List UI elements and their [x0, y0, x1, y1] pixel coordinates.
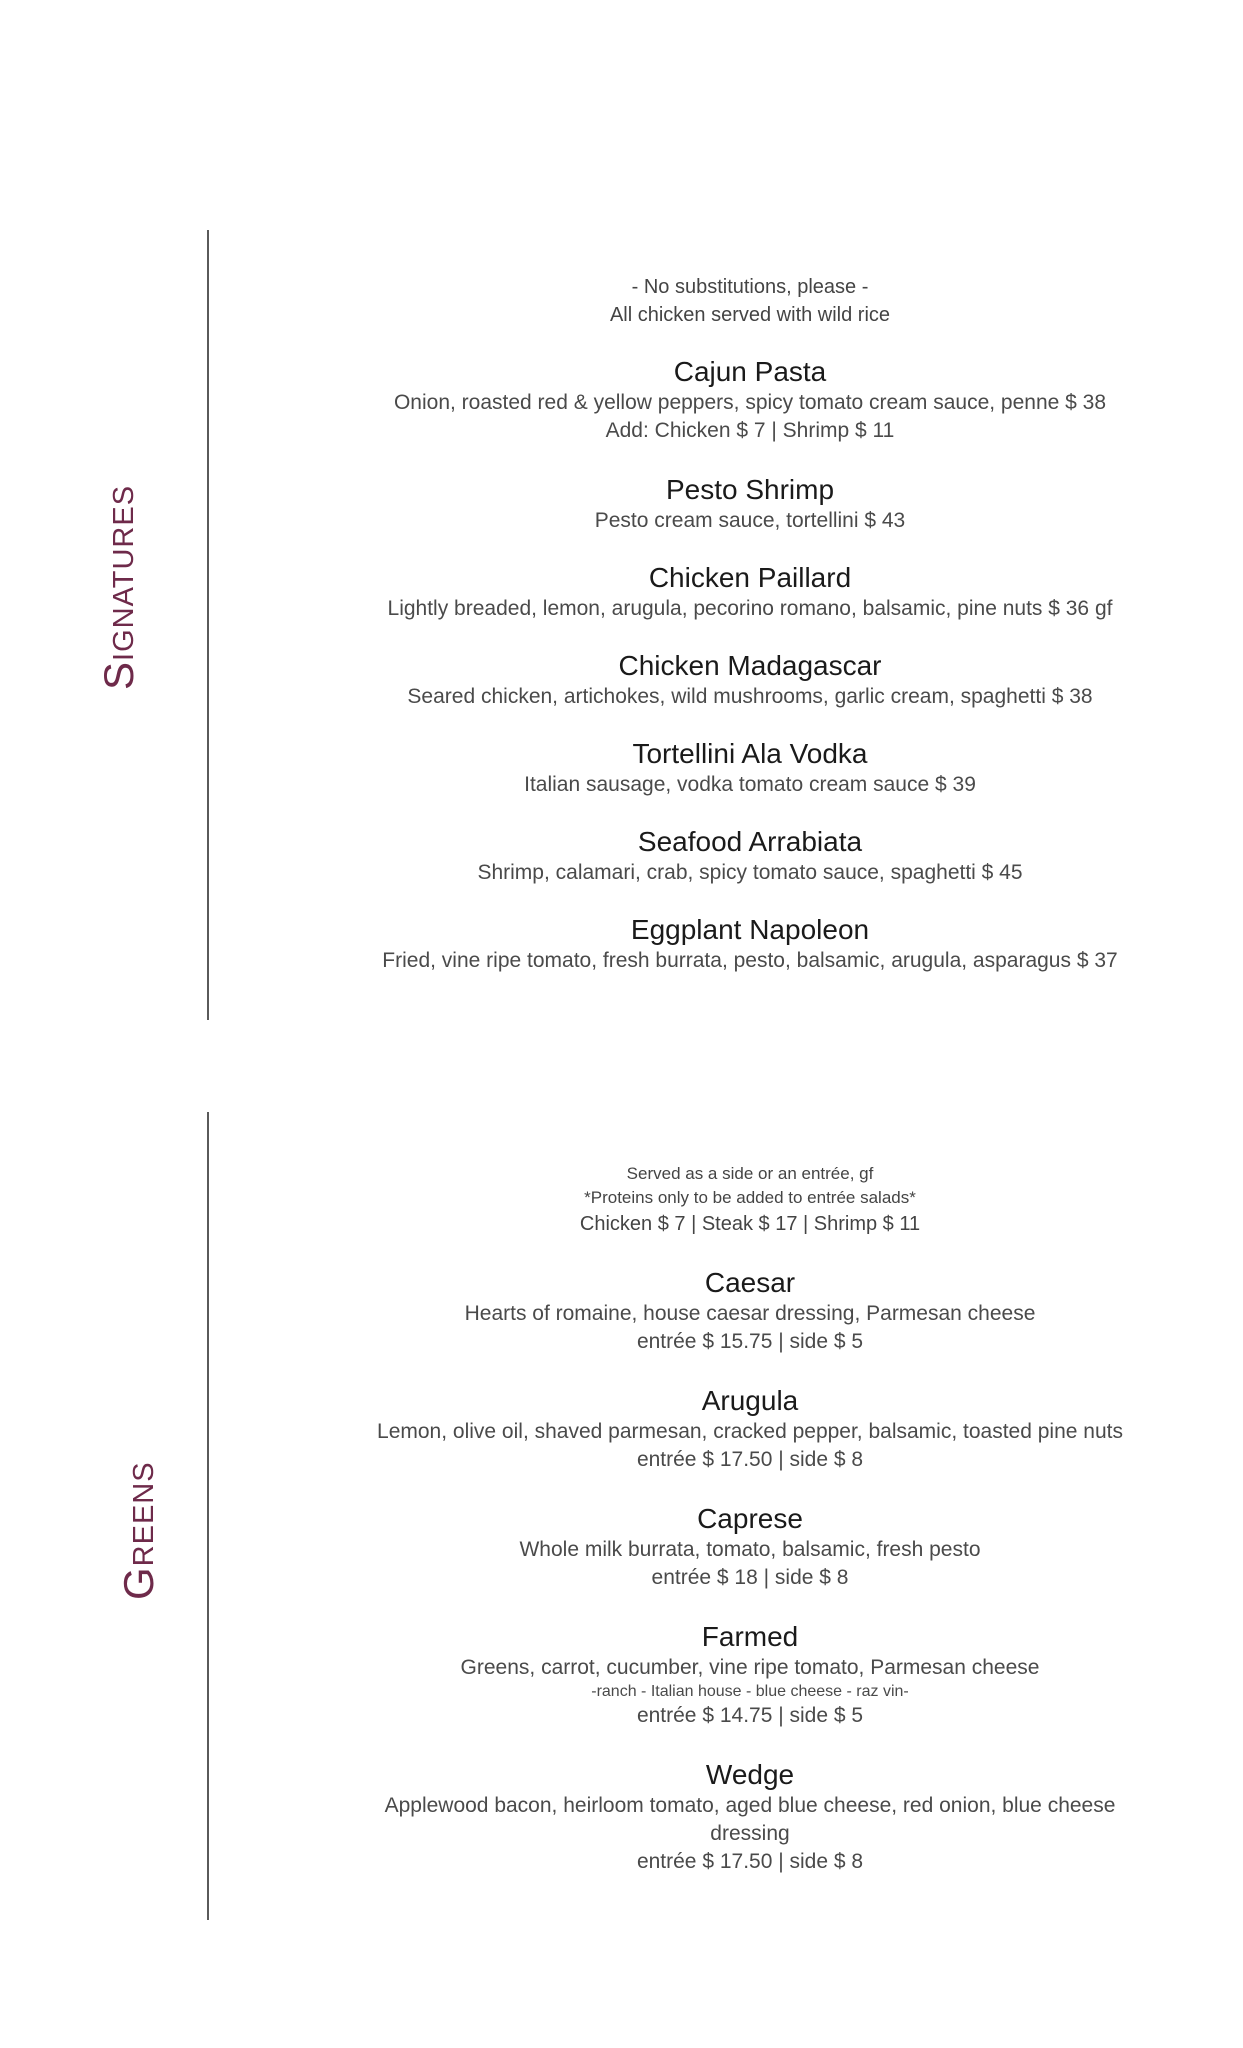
signatures-title: [95, 485, 143, 690]
item-name: Eggplant Napoleon: [630, 914, 870, 945]
signatures-divider-line: [207, 230, 209, 1020]
item-price: entrée $ 18 | side $ 8: [651, 1566, 849, 1589]
item-description: Whole milk burrata, tomato, balsamic, fresh pesto: [519, 1538, 981, 1561]
greens-menu-column: [355, 1162, 1145, 1876]
item-price: entrée $ 14.75 | side $ 5: [636, 1704, 864, 1727]
greens-title-text: Greens: [115, 1461, 162, 1600]
menu-item-chicken-madagascar: [355, 649, 1145, 711]
item-description: Seared chicken, artichokes, wild mushrooms, garlic cream, spaghetti $ 38: [407, 685, 1093, 708]
menu-item-caprese: [355, 1502, 1145, 1592]
item-name: Cajun Pasta: [673, 356, 827, 387]
greens-protein-addons: Chicken $ 7 | Steak $ 17 | Shrimp $ 11: [579, 1213, 921, 1235]
item-description: Fried, vine ripe tomato, fresh burrata, pesto, balsamic, arugula, asparagus $ 37: [382, 949, 1118, 972]
item-price: entrée $ 15.75 | side $ 5: [636, 1330, 864, 1353]
item-description: Applewood bacon, heirloom tomato, aged blue cheese, red onion, blue cheese dressing: [384, 1794, 1116, 1845]
item-description: Italian sausage, vodka tomato cream sauce $ 39: [524, 773, 976, 796]
item-name: Caesar: [704, 1267, 796, 1298]
item-name: Arugula: [701, 1385, 799, 1416]
menu-item-chicken-paillard: [355, 561, 1145, 623]
item-name: Chicken Madagascar: [618, 650, 882, 681]
menu-item-arugula: [355, 1384, 1145, 1474]
item-description: Pesto cream sauce, tortellini $ 43: [594, 509, 906, 532]
signatures-note: - No substitutions, please -: [631, 276, 869, 298]
menu-item-caesar: [355, 1266, 1145, 1356]
item-description: Onion, roasted red & yellow peppers, spicy tomato cream sauce, penne $ 38: [393, 391, 1107, 414]
greens-title: [115, 1461, 163, 1600]
item-description: Lightly breaded, lemon, arugula, pecorino romano, balsamic, pine nuts $ 36 gf: [387, 597, 1113, 620]
item-name: Tortellini Ala Vodka: [632, 738, 868, 769]
greens-divider-line: [207, 1112, 209, 1920]
signatures-menu-column: [355, 273, 1145, 975]
menu-item-farmed: [355, 1620, 1145, 1730]
menu-item-cajun-pasta: [355, 355, 1145, 445]
item-addons: Add: Chicken $ 7 | Shrimp $ 11: [605, 419, 895, 442]
item-description: Shrimp, calamari, crab, spicy tomato sauce, spaghetti $ 45: [477, 861, 1023, 884]
dressing-options: -ranch - Italian house - blue cheese - raz vin-: [591, 1683, 909, 1700]
signatures-title-text: Signatures: [95, 484, 142, 690]
greens-note: Served as a side or an entrée, gf: [626, 1164, 874, 1183]
item-name: Wedge: [705, 1759, 795, 1790]
item-description: Hearts of romaine, house caesar dressing, Parmesan cheese: [464, 1302, 1036, 1325]
item-price: entrée $ 17.50 | side $ 8: [636, 1448, 864, 1471]
menu-item-seafood-arrabiata: [355, 825, 1145, 887]
item-name: Seafood Arrabiata: [637, 826, 863, 857]
item-name: Farmed: [701, 1621, 799, 1652]
menu-item-tortellini-ala-vodka: [355, 737, 1145, 799]
item-name: Chicken Paillard: [648, 562, 852, 593]
greens-note: *Proteins only to be added to entrée salads*: [584, 1188, 916, 1207]
item-name: Caprese: [697, 1503, 803, 1534]
item-price: entrée $ 17.50 | side $ 8: [636, 1850, 864, 1873]
signatures-note: All chicken served with wild rice: [609, 304, 891, 326]
item-name: Pesto Shrimp: [665, 474, 835, 505]
item-description: Lemon, olive oil, shaved parmesan, cracked pepper, balsamic, toasted pine nuts: [377, 1420, 1123, 1443]
menu-item-wedge: [355, 1758, 1145, 1876]
item-description: Greens, carrot, cucumber, vine ripe tomato, Parmesan cheese: [460, 1656, 1040, 1679]
menu-item-pesto-shrimp: [355, 473, 1145, 535]
menu-item-eggplant-napoleon: [355, 913, 1145, 975]
